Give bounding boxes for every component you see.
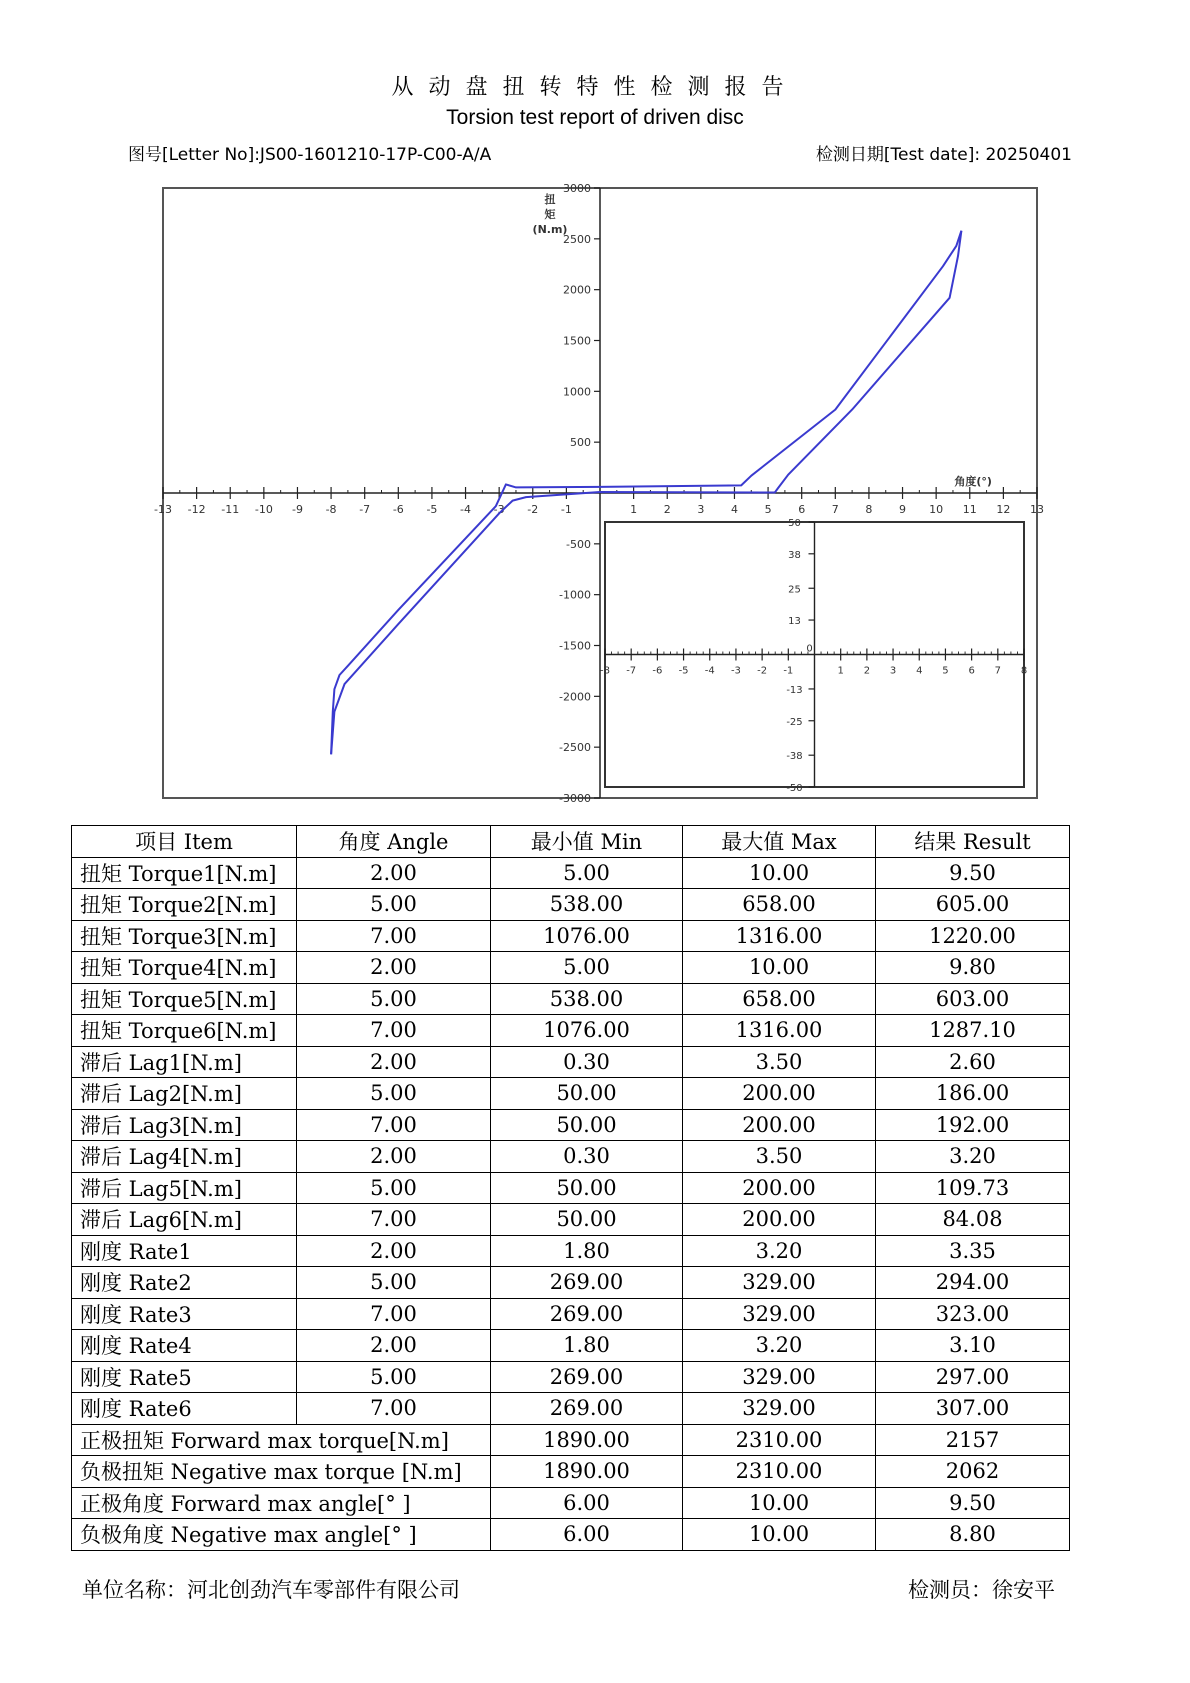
inset-y-tick-label: 50: [788, 518, 801, 529]
cell-max: 200.00: [683, 1204, 876, 1236]
inset-x-tick-label: -2: [757, 665, 768, 677]
table-row: [72, 1487, 1070, 1519]
x-tick-label: -6: [392, 503, 404, 516]
cell-item: 刚度 Rate4: [72, 1330, 297, 1362]
cell-max: 200.00: [683, 1078, 876, 1110]
results-table: [71, 825, 1070, 1551]
cell-item: 扭矩 Torque3[N.m]: [72, 920, 297, 952]
inset-x-tick-label: 2: [863, 665, 871, 677]
inset-x-tick-label: 4: [916, 665, 923, 677]
cell-result: 84.08: [876, 1204, 1070, 1236]
inset-x-tick-label: 8: [1020, 665, 1028, 677]
table-row: [72, 983, 1070, 1015]
cell-min: 6.00: [491, 1487, 683, 1519]
x-axis-label: 角度(°): [954, 475, 992, 488]
table-row: [72, 1141, 1070, 1173]
cell-result: 109.73: [876, 1172, 1070, 1204]
inset-x-tick-label: 5: [942, 665, 949, 677]
table-row: [72, 1519, 1070, 1551]
cell-min: 50.00: [491, 1172, 683, 1204]
cell-max: 658.00: [683, 983, 876, 1015]
cell-item: 正极扭矩 Forward max torque[N.m]: [72, 1424, 491, 1456]
cell-result: 9.80: [876, 952, 1070, 984]
cell-max: 329.00: [683, 1361, 876, 1393]
cell-item: 滞后 Lag6[N.m]: [72, 1204, 297, 1236]
cell-angle: 2.00: [297, 1046, 491, 1078]
cell-angle: 2.00: [297, 1235, 491, 1267]
report-title-cn: 从动盘扭转特性检测报告: [391, 75, 799, 100]
cell-item: 负极扭矩 Negative max torque [N.m]: [72, 1456, 491, 1488]
inset-y-tick-label: 13: [788, 616, 801, 628]
y-tick-label: -2000: [559, 690, 591, 704]
cell-angle: 2.00: [297, 952, 491, 984]
inset-x-tick-label: 7: [994, 665, 1001, 677]
cell-result: 605.00: [876, 889, 1070, 921]
y-tick-label: 3000: [563, 182, 591, 195]
x-tick-label: -2: [527, 503, 539, 516]
x-tick-label: -7: [359, 503, 371, 516]
report-title-en: Torsion test report of driven disc: [446, 106, 744, 129]
cell-min: 50.00: [491, 1078, 683, 1110]
inset-y-tick-label: -50: [786, 783, 803, 794]
y-axis-label: (N.m): [532, 223, 568, 236]
table-row: [72, 857, 1070, 889]
cell-item: 刚度 Rate1: [72, 1235, 297, 1267]
inset-x-tick-label: -8: [600, 665, 610, 677]
cell-result: 297.00: [876, 1361, 1070, 1393]
table-row: [72, 1015, 1070, 1047]
inset-x-tick-label: 3: [889, 665, 897, 677]
cell-max: 658.00: [683, 889, 876, 921]
cell-result: 1220.00: [876, 920, 1070, 952]
torsion-chart: [154, 182, 1044, 805]
cell-item: 刚度 Rate5: [72, 1361, 297, 1393]
cell-min: 1076.00: [491, 920, 683, 952]
header-min: 最小值 Min: [491, 826, 683, 858]
header-result: 结果 Result: [876, 826, 1070, 858]
cell-result: 294.00: [876, 1267, 1070, 1299]
table-row: [72, 1298, 1070, 1330]
table-row: [72, 1267, 1070, 1299]
cell-min: 50.00: [491, 1109, 683, 1141]
table-row: [72, 1046, 1070, 1078]
cell-max: 1316.00: [683, 920, 876, 952]
cell-min: 0.30: [491, 1141, 683, 1173]
cell-result: 603.00: [876, 983, 1070, 1015]
table-row: [72, 1204, 1070, 1236]
cell-min: 538.00: [491, 889, 683, 921]
cell-result: 9.50: [876, 857, 1070, 889]
table-row: [72, 1424, 1070, 1456]
cell-min: 1.80: [491, 1330, 683, 1362]
cell-max: 2310.00: [683, 1456, 876, 1488]
x-tick-label: -13: [154, 503, 172, 516]
x-tick-label: 9: [899, 503, 907, 516]
cell-result: 2157: [876, 1424, 1070, 1456]
cell-angle: 5.00: [297, 1267, 491, 1299]
cell-item: 刚度 Rate3: [72, 1298, 297, 1330]
cell-item: 滞后 Lag5[N.m]: [72, 1172, 297, 1204]
cell-angle: 5.00: [297, 1078, 491, 1110]
table-row: [72, 1393, 1070, 1425]
y-tick-label: -1000: [559, 588, 591, 602]
cell-min: 269.00: [491, 1361, 683, 1393]
cell-result: 3.20: [876, 1141, 1070, 1173]
table-row: [72, 1330, 1070, 1362]
cell-item: 滞后 Lag4[N.m]: [72, 1141, 297, 1173]
cell-min: 269.00: [491, 1267, 683, 1299]
x-tick-label: 6: [798, 503, 806, 516]
cell-item: 扭矩 Torque2[N.m]: [72, 889, 297, 921]
table-row: [72, 1078, 1070, 1110]
x-tick-label: 7: [831, 503, 839, 516]
inspector-name: 检测员：徐安平: [908, 1578, 1055, 1602]
x-tick-label: -8: [325, 503, 337, 516]
cell-angle: 5.00: [297, 889, 491, 921]
x-tick-label: -4: [460, 503, 472, 516]
cell-min: 50.00: [491, 1204, 683, 1236]
cell-max: 10.00: [683, 1487, 876, 1519]
cell-min: 1890.00: [491, 1456, 683, 1488]
cell-max: 3.20: [683, 1235, 876, 1267]
x-tick-label: 5: [764, 503, 772, 516]
cell-min: 1890.00: [491, 1424, 683, 1456]
y-tick-label: 1500: [563, 334, 591, 348]
cell-item: 滞后 Lag2[N.m]: [72, 1078, 297, 1110]
cell-result: 307.00: [876, 1393, 1070, 1425]
cell-item: 刚度 Rate2: [72, 1267, 297, 1299]
cell-item: 负极角度 Negative max angle[° ]: [72, 1519, 491, 1551]
cell-angle: 5.00: [297, 983, 491, 1015]
header-item: 项目 Item: [72, 826, 297, 858]
x-tick-label: -9: [291, 503, 303, 516]
cell-item: 滞后 Lag1[N.m]: [72, 1046, 297, 1078]
inset-x-tick-label: -1: [783, 665, 794, 677]
cell-min: 5.00: [491, 857, 683, 889]
table-row: [72, 889, 1070, 921]
company-name: 单位名称：河北创劲汽车零部件有限公司: [82, 1578, 460, 1602]
y-axis-label: 扭: [544, 193, 556, 206]
x-tick-label: 12: [996, 503, 1011, 516]
cell-angle: 7.00: [297, 1109, 491, 1141]
cell-min: 1.80: [491, 1235, 683, 1267]
cell-min: 6.00: [491, 1519, 683, 1551]
cell-item: 扭矩 Torque5[N.m]: [72, 983, 297, 1015]
table-row: [72, 1109, 1070, 1141]
x-tick-label: 13: [1030, 503, 1044, 516]
cell-max: 10.00: [683, 952, 876, 984]
x-tick-label: -3: [493, 503, 505, 516]
table-row: [72, 1456, 1070, 1488]
x-tick-label: -11: [221, 503, 240, 516]
x-tick-label: -1: [560, 503, 572, 516]
inset-x-tick-label: -6: [652, 665, 663, 677]
table-row: [72, 952, 1070, 984]
x-tick-label: 11: [962, 503, 977, 516]
inset-x-tick-label: -5: [678, 665, 689, 677]
cell-min: 0.30: [491, 1046, 683, 1078]
cell-item: 正极角度 Forward max angle[° ]: [72, 1487, 491, 1519]
test-date: 检测日期[Test date]: 20250401: [815, 145, 1072, 165]
cell-angle: 2.00: [297, 857, 491, 889]
cell-result: 3.35: [876, 1235, 1070, 1267]
cell-min: 5.00: [491, 952, 683, 984]
table-row: [72, 920, 1070, 952]
x-tick-label: 1: [630, 503, 638, 516]
cell-angle: 7.00: [297, 1015, 491, 1047]
x-tick-label: 8: [865, 503, 873, 516]
table-header-row: [72, 826, 1070, 858]
inset-y-tick-label: 38: [788, 549, 801, 561]
letter-number: 图号[Letter No]:JS00-1601210-17P-C00-A/A: [128, 145, 492, 165]
cell-angle: 5.00: [297, 1361, 491, 1393]
cell-result: 2.60: [876, 1046, 1070, 1078]
table-row: [72, 1172, 1070, 1204]
y-tick-label: 2000: [563, 283, 591, 297]
inset-y-tick-label: -25: [786, 716, 803, 728]
table-row: [72, 1235, 1070, 1267]
cell-item: 扭矩 Torque1[N.m]: [72, 857, 297, 889]
cell-max: 329.00: [683, 1298, 876, 1330]
cell-result: 323.00: [876, 1298, 1070, 1330]
cell-max: 329.00: [683, 1393, 876, 1425]
cell-angle: 7.00: [297, 920, 491, 952]
cell-result: 1287.10: [876, 1015, 1070, 1047]
cell-result: 2062: [876, 1456, 1070, 1488]
y-tick-label: -2500: [559, 741, 591, 755]
x-tick-label: -12: [187, 503, 206, 516]
table-row: [72, 1361, 1070, 1393]
y-tick-label: 1000: [563, 385, 591, 399]
cell-max: 2310.00: [683, 1424, 876, 1456]
cell-angle: 5.00: [297, 1172, 491, 1204]
x-tick-label: -10: [254, 503, 273, 516]
cell-angle: 2.00: [297, 1330, 491, 1362]
cell-max: 1316.00: [683, 1015, 876, 1047]
cell-result: 3.10: [876, 1330, 1070, 1362]
cell-max: 200.00: [683, 1172, 876, 1204]
inset-y-tick-label: 25: [788, 584, 801, 596]
cell-max: 329.00: [683, 1267, 876, 1299]
cell-max: 10.00: [683, 857, 876, 889]
cell-item: 刚度 Rate6: [72, 1393, 297, 1425]
cell-result: 9.50: [876, 1487, 1070, 1519]
y-tick-label: -500: [566, 537, 591, 551]
cell-max: 10.00: [683, 1519, 876, 1551]
cell-item: 扭矩 Torque6[N.m]: [72, 1015, 297, 1047]
cell-max: 3.20: [683, 1330, 876, 1362]
cell-max: 200.00: [683, 1109, 876, 1141]
inset-x-tick-label: 1: [837, 665, 844, 677]
y-axis-label: 矩: [544, 208, 556, 221]
cell-result: 8.80: [876, 1519, 1070, 1551]
cell-max: 3.50: [683, 1046, 876, 1078]
header-max: 最大值 Max: [683, 826, 876, 858]
inset-x-tick-label: -4: [704, 665, 715, 677]
y-tick-label: 500: [570, 436, 591, 450]
y-tick-label: -1500: [559, 639, 591, 653]
cell-min: 269.00: [491, 1298, 683, 1330]
torsion-chart-svg: [154, 182, 1044, 805]
x-tick-label: 4: [730, 503, 738, 516]
y-tick-label: 2500: [563, 232, 591, 246]
x-tick-label: -5: [426, 503, 438, 516]
header-angle: 角度 Angle: [297, 826, 491, 858]
cell-angle: 7.00: [297, 1298, 491, 1330]
inset-y-tick-label: -13: [786, 684, 803, 696]
inset-x-tick-label: -3: [730, 665, 741, 677]
cell-result: 186.00: [876, 1078, 1070, 1110]
y-tick-label: -3000: [559, 792, 591, 805]
cell-angle: 7.00: [297, 1204, 491, 1236]
inset-x-tick-label: 6: [968, 665, 975, 677]
x-tick-label: 2: [663, 503, 671, 516]
inset-origin-label: 0: [806, 643, 813, 655]
cell-item: 滞后 Lag3[N.m]: [72, 1109, 297, 1141]
x-tick-label: 10: [929, 503, 944, 516]
table-body: [72, 857, 1070, 1550]
inset-x-tick-label: -7: [626, 665, 637, 677]
x-tick-label: 3: [697, 503, 705, 516]
cell-max: 3.50: [683, 1141, 876, 1173]
cell-item: 扭矩 Torque4[N.m]: [72, 952, 297, 984]
cell-min: 538.00: [491, 983, 683, 1015]
cell-min: 1076.00: [491, 1015, 683, 1047]
cell-angle: 2.00: [297, 1141, 491, 1173]
inset-y-tick-label: -38: [786, 751, 803, 763]
cell-angle: 7.00: [297, 1393, 491, 1425]
cell-min: 269.00: [491, 1393, 683, 1425]
cell-result: 192.00: [876, 1109, 1070, 1141]
